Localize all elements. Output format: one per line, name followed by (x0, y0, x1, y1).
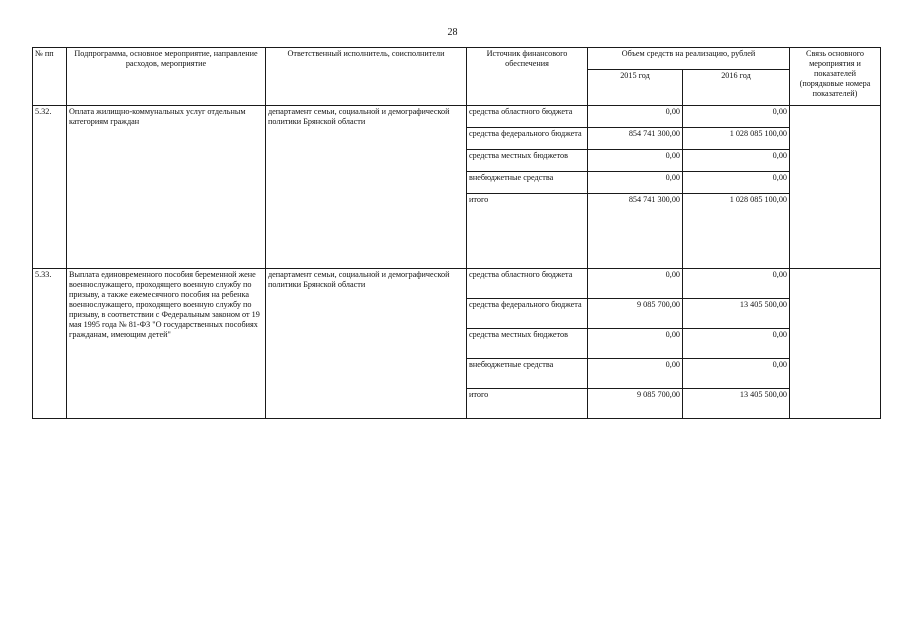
source-name: внебюджетные средства (467, 172, 588, 194)
total-2015: 9 085 700,00 (588, 389, 683, 419)
amount-2016: 13 405 500,00 (683, 299, 790, 329)
row-executor: департамент семьи, социальной и демографической политики Брянской области (266, 106, 467, 269)
header-executor: Ответственный исполнитель, соисполнители (266, 48, 467, 106)
total-label: итого (467, 194, 588, 269)
total-2016: 1 028 085 100,00 (683, 194, 790, 269)
source-name: средства федерального бюджета (467, 299, 588, 329)
source-name: средства местных бюджетов (467, 329, 588, 359)
amount-2016: 1 028 085 100,00 (683, 128, 790, 150)
row-executor: департамент семьи, социальной и демографической политики Брянской области (266, 269, 467, 419)
amount-2016: 0,00 (683, 106, 790, 128)
table-row (33, 269, 881, 299)
header-subprogram: Подпрограмма, основное мероприятие, направление расходов, мероприятие (67, 48, 266, 106)
row-subprogram: Выплата единовременного пособия беременной жене военнослужащего, проходящего военную службу по призыву, а также ежемесячного пособия на ребенка военнослужащего, проходящего военную службу по призыву, в соответствии с Федеральным законом от 19 мая 1995 года № 81-ФЗ "О государственных пособиях гражданам, имеющим детей" (67, 269, 266, 419)
header-amount-group: Объем средств на реализацию, рублей (588, 48, 790, 70)
amount-2016: 0,00 (683, 269, 790, 299)
amount-2015: 0,00 (588, 172, 683, 194)
header-row-top (33, 48, 881, 70)
row-link (790, 269, 881, 419)
source-name: внебюджетные средства (467, 359, 588, 389)
page-number: 28 (447, 27, 458, 38)
amount-2015: 0,00 (588, 269, 683, 299)
total-2016: 13 405 500,00 (683, 389, 790, 419)
amount-2016: 0,00 (683, 359, 790, 389)
row-number: 5.32. (33, 106, 67, 269)
source-name: средства местных бюджетов (467, 150, 588, 172)
header-num: № пп (33, 48, 67, 106)
amount-2015: 854 741 300,00 (588, 128, 683, 150)
header-link: Связь основного мероприятия и показателей (порядковые номера показателей) (790, 48, 881, 106)
header-year-2015: 2015 год (588, 70, 683, 106)
row-subprogram: Оплата жилищно-коммунальных услуг отдельным категориям граждан (67, 106, 266, 269)
source-name: средства областного бюджета (467, 269, 588, 299)
amount-2015: 0,00 (588, 106, 683, 128)
total-2015: 854 741 300,00 (588, 194, 683, 269)
header-year-2016: 2016 год (683, 70, 790, 106)
amount-2016: 0,00 (683, 172, 790, 194)
source-name: средства федерального бюджета (467, 128, 588, 150)
budget-table (32, 47, 881, 419)
amount-2016: 0,00 (683, 150, 790, 172)
amount-2015: 0,00 (588, 329, 683, 359)
amount-2015: 0,00 (588, 150, 683, 172)
row-number: 5.33. (33, 269, 67, 419)
row-link (790, 106, 881, 269)
amount-2015: 0,00 (588, 359, 683, 389)
header-source: Источник финансового обеспечения (467, 48, 588, 106)
table-row (33, 106, 881, 128)
amount-2015: 9 085 700,00 (588, 299, 683, 329)
amount-2016: 0,00 (683, 329, 790, 359)
total-label: итого (467, 389, 588, 419)
source-name: средства областного бюджета (467, 106, 588, 128)
